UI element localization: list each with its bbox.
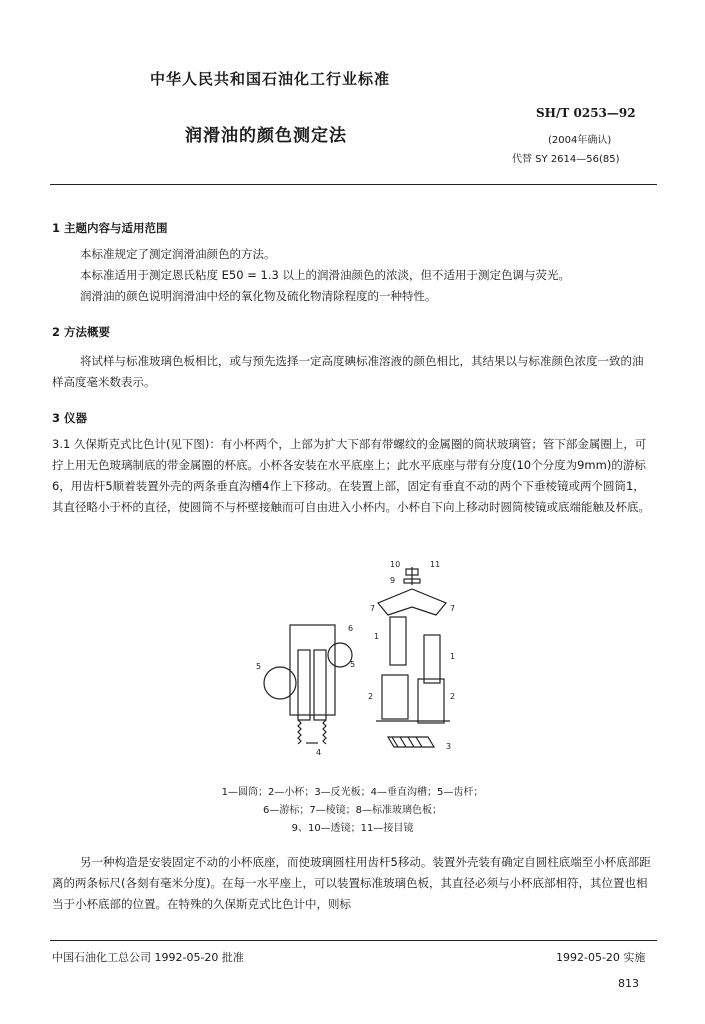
figure-caption-line-1: 1—圆筒；2—小杯；3—反光板；4—垂直沟槽；5—齿杆； bbox=[221, 787, 484, 798]
standard-code: SH/T 0253—92 bbox=[536, 106, 636, 120]
section-1-para-2: 本标准适用于测定恩氏粘度 E50 = 1.3 以上的润滑油颜色的浓淡，但不适用于测定色调与荧光。 bbox=[80, 268, 570, 282]
hatch-2 bbox=[400, 737, 406, 747]
page-number: 813 bbox=[618, 977, 639, 990]
reconfirm-note: (2004年确认) bbox=[548, 135, 612, 146]
section-1-para-3: 润滑油的颜色说明润滑油中烃的氧化物及硫化物清除程度的一种特性。 bbox=[80, 289, 437, 303]
replace-note: 代替 SY 2614—56(85) bbox=[512, 154, 620, 165]
implementation-line: 1992-05-20 实施 bbox=[556, 951, 646, 964]
after-figure-paragraph: 另一种构造是安装固定不动的小杯底座，而使玻璃圆柱用齿杆5移动。装置外壳装有确定自圆柱底端至小杯底部距离的两条标尺(各刻有毫米分度)。在每一水平座上，可以装置标准玻璃色板，其直径必须与小杯底部相符，其位置也相当于小杯底部的位置。在特殊的久保斯克式比色计中，则标 bbox=[52, 855, 651, 911]
document-title: 润滑油的颜色测定法 bbox=[185, 126, 347, 146]
label-9: 9 bbox=[390, 576, 396, 585]
hatch-3 bbox=[408, 737, 414, 747]
section-1-para-1: 本标准规定了测定润滑油颜色的方法。 bbox=[80, 247, 276, 261]
label-5-left: 5 bbox=[256, 662, 262, 671]
left-groove-4 bbox=[314, 650, 326, 720]
section-2-heading: 2 方法概要 bbox=[52, 325, 111, 339]
left-knob bbox=[264, 667, 296, 699]
figure-caption-line-2: 6—游标；7—棱镜；8—标准玻璃色板； bbox=[262, 805, 443, 816]
thread-left bbox=[298, 720, 301, 744]
label-7-right: 7 bbox=[450, 604, 456, 613]
label-1-left: 1 bbox=[374, 632, 380, 641]
vernier-6 bbox=[328, 643, 352, 667]
figure-caption-line-3: 9、10—透镜；11—接目镜 bbox=[291, 823, 414, 834]
section-1-heading: 1 主题内容与适用范围 bbox=[52, 221, 168, 235]
colorimeter-figure bbox=[250, 555, 470, 780]
label-7-left: 7 bbox=[370, 604, 376, 613]
section-2-para-1: 将试样与标准玻璃色板相比，或与预先选择一定高度碘标准溶液的颜色相比，其结果以与标准颜色浓度一致的油样高度毫米数表示。 bbox=[52, 354, 644, 389]
label-5-right: 5 bbox=[350, 660, 356, 669]
footer-rule bbox=[50, 940, 657, 941]
cylinder-1-left bbox=[390, 617, 406, 665]
cup-2-right bbox=[418, 679, 444, 723]
header-rule bbox=[50, 184, 657, 185]
label-11: 11 bbox=[430, 560, 441, 569]
cup-2-left bbox=[382, 675, 408, 719]
left-rack-5 bbox=[298, 650, 310, 720]
label-10: 10 bbox=[390, 560, 401, 569]
label-3: 3 bbox=[446, 742, 452, 751]
national-standard-title: 中华人民共和国石油化工行业标准 bbox=[150, 70, 391, 88]
label-1-right: 1 bbox=[450, 652, 456, 661]
approval-line: 中国石油化工总公司 1992-05-20 批准 bbox=[52, 951, 244, 964]
left-housing bbox=[290, 625, 335, 715]
cylinder-1-right bbox=[424, 635, 440, 683]
section-3-para-1: 3.1 久保斯克式比色计(见下图)：有小杯两个，上部为扩大下部有带螺纹的金属圈的筒状玻璃管；管下部金属圈上，可拧上用无色玻璃制底的带金属圈的杯底。小杯各安装在水平底座上；此水平底座与带有分度(10个分度为9mm)的游标6，用齿杆5顺着装置外壳的两条垂直沟槽4作上下移动。在装置上部，固定有垂直不动的两个下垂棱镜或两个圆筒1，其直径略小于杯的直径，使圆筒不与杯壁接触而可自由进入小杯内。小杯自下向上移动时圆筒棱镜或底端能触及杯底。 bbox=[52, 437, 650, 514]
prism-7 bbox=[378, 589, 446, 615]
thread-right bbox=[323, 720, 326, 744]
label-2-left: 2 bbox=[368, 692, 374, 701]
section-3-heading: 3 仪器 bbox=[52, 411, 88, 425]
label-6: 6 bbox=[348, 624, 354, 633]
label-2-right: 2 bbox=[450, 692, 456, 701]
label-4: 4 bbox=[316, 748, 322, 757]
hatch-4 bbox=[416, 737, 422, 747]
